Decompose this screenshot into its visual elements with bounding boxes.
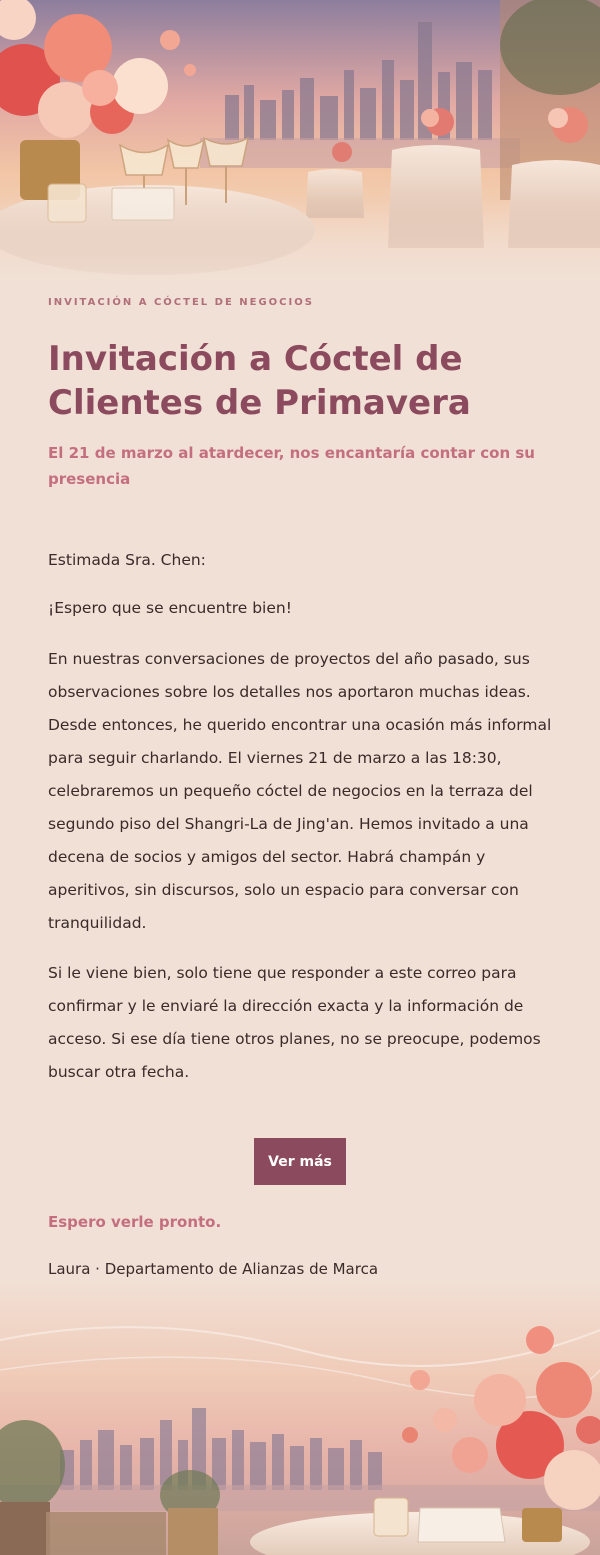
closing-line: Espero verle pronto. [48,1213,222,1231]
body-paragraph: En nuestras conversaciones de proyectos del año pasado, sus observaciones sobre los detalles nos aportaron muchas ideas. Desde entonces, he querido encontrar una ocasión más informal para seguir charlando. El viernes 21 de marzo a las 18:30, celebraremos un pequeño cóctel de negocios en la terraza del segundo piso del Shangri-La de Jing'an. Hemos invitado a una decena de socios y amigos del sector. Habrá champán y aperitivos, sin discursos, solo un espacio para conversar con tranquilidad. [48,650,552,932]
header-illustration [0,0,600,290]
eyebrow-label: INVITACIÓN A CÓCTEL DE NEGOCIOS [48,297,314,308]
body-paragraph: Si le viene bien, solo tiene que responder a este correo para confirmar y le enviaré la dirección exacta y la información de acceso. Si ese día tiene otros planes, no se preocupe, podemos buscar otra fecha. [48,964,541,1081]
signature: Laura · Departamento de Alianzas de Marca [48,1260,379,1278]
footer-illustration [0,1280,600,1555]
email-title: Invitación a Cóctel de Clientes de Primavera [48,339,471,423]
see-more-button[interactable]: Ver más [254,1138,346,1185]
greeting: Estimada Sra. Chen: [48,551,206,569]
opening-line: ¡Espero que se encuentre bien! [48,599,292,617]
email-subtitle: El 21 de marzo al atardecer, nos encantaría contar con su presencia [48,444,535,488]
